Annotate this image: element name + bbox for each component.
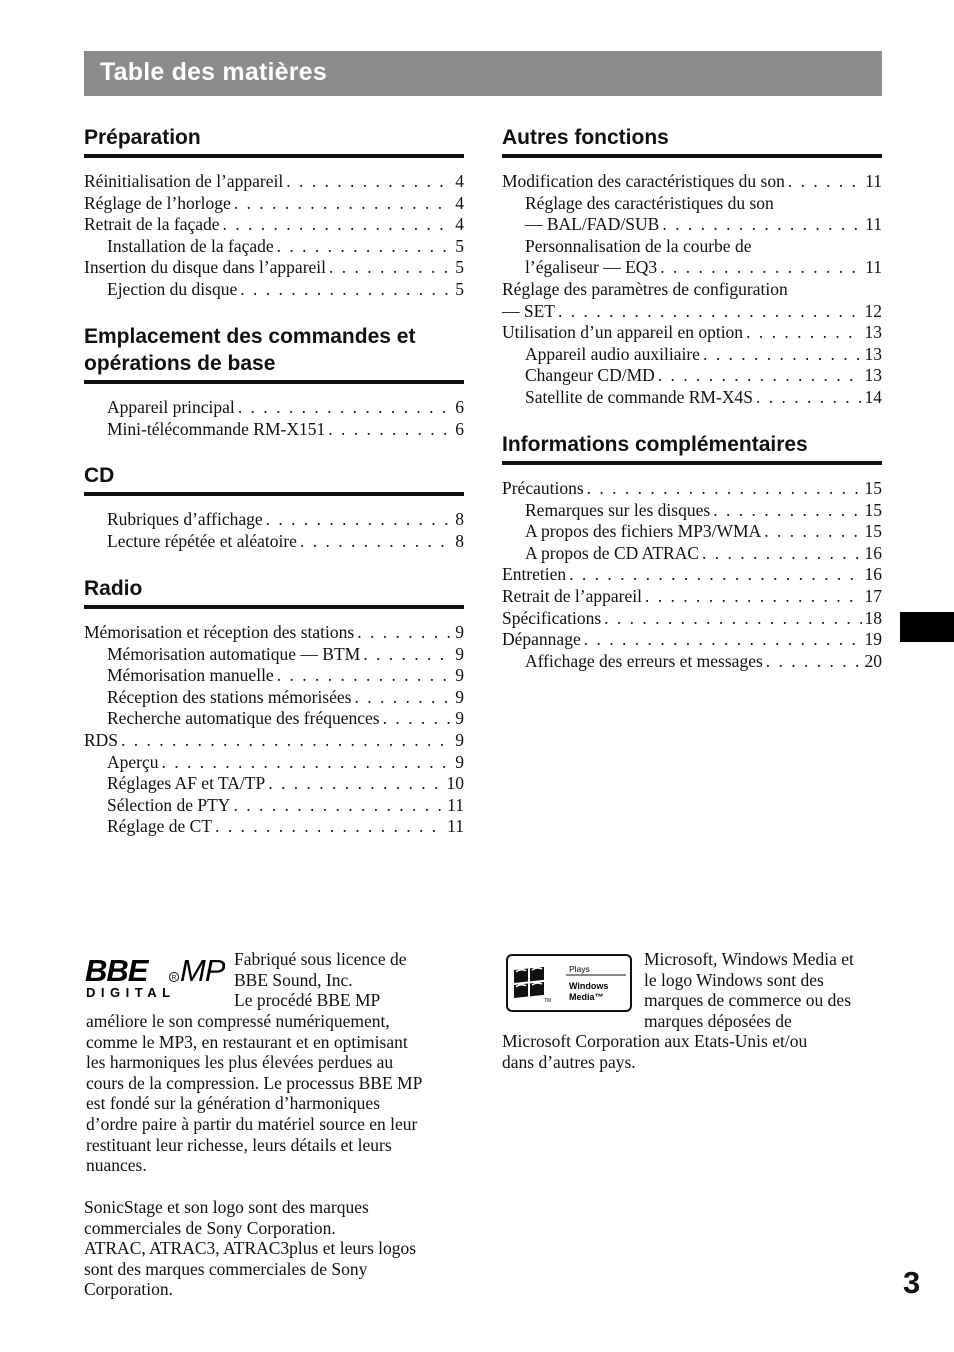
toc-entry-title: Utilisation d’un appareil en option — [502, 322, 744, 343]
toc-leader-dots — [584, 629, 862, 651]
text-line: Microsoft Corporation aux Etats-Unis et/ou — [502, 1031, 808, 1051]
toc-entry-title: Réception des stations mémorisées — [107, 686, 352, 707]
toc-entry-title: Retrait de l’appareil — [502, 585, 642, 606]
toc-entry-page: 8 — [455, 509, 464, 529]
toc-leader-dots — [238, 397, 451, 419]
toc-entry[interactable] — [502, 608, 882, 630]
toc-entry[interactable] — [502, 365, 882, 387]
text-line: dans d’autres pays. — [502, 1051, 636, 1072]
logo-plays: Plays — [569, 964, 590, 974]
toc-leader-dots — [329, 257, 451, 279]
title-bar — [84, 51, 882, 96]
toc-entry-page: 9 — [455, 729, 464, 750]
toc-entry[interactable] — [84, 236, 464, 258]
toc-leader-dots — [703, 344, 862, 366]
toc-entry-page: 15 — [864, 478, 882, 498]
toc-leader-dots — [233, 795, 444, 817]
text-line: BBE Sound, Inc. — [234, 969, 353, 990]
toc-entry-page: 14 — [864, 386, 882, 407]
toc-entry-title: Mémorisation et réception des stations — [84, 622, 355, 642]
toc-entry-title: Réglage des caractéristiques du son — [525, 192, 774, 213]
microsoft-text-top — [644, 949, 884, 1031]
toc-entry-title: Réglages AF et TA/TP — [107, 773, 266, 794]
toc-entry-title: Modification des caractéristiques du son — [502, 171, 785, 191]
toc-leader-dots — [300, 531, 451, 553]
toc-leader-dots — [569, 564, 861, 586]
text-line: Microsoft, Windows Media et — [644, 949, 854, 969]
toc-entry-page: 5 — [455, 257, 464, 278]
text-line: d’ordre paire à partir du matériel source en leur — [86, 1113, 418, 1134]
text-line: commerciales de Sony Corporation. — [84, 1217, 336, 1238]
toc-leader-dots — [328, 419, 451, 441]
toc-leader-dots — [764, 521, 861, 543]
text-line: ATRAC, ATRAC3, ATRAC3plus et leurs logos — [84, 1238, 417, 1259]
toc-entry-title: Réglage de l’horloge — [84, 192, 231, 213]
text-line: restituant leur richesse, leurs détails et leurs — [86, 1134, 392, 1155]
heading-line: Préparation — [84, 126, 201, 149]
toc-leader-dots — [363, 644, 451, 666]
plays-windows-media-logo — [506, 954, 632, 1012]
section-preparation — [84, 124, 464, 301]
section-informations — [502, 431, 882, 672]
toc-leader-dots — [702, 543, 861, 565]
toc-entry-title: Installation de la façade — [107, 235, 274, 256]
toc-entry-title: Mini-télécommande RM-X151 — [107, 418, 326, 439]
toc-entry-page: 9 — [455, 751, 464, 772]
toc-entry-title: Aperçu — [107, 751, 159, 772]
toc-leader-dots — [266, 509, 451, 531]
text-line: le logo Windows sont des — [644, 969, 824, 990]
toc-entry[interactable] — [84, 171, 464, 193]
toc-entry[interactable] — [84, 214, 464, 236]
toc-entry-page: 16 — [864, 542, 882, 563]
bbe-text-body — [86, 1011, 466, 1176]
toc-leader-dots — [121, 730, 451, 752]
text-line: marques de commerce ou des — [644, 990, 852, 1011]
toc-entry[interactable] — [502, 193, 882, 215]
toc-entry[interactable] — [502, 629, 882, 651]
heading-line: Radio — [84, 577, 143, 600]
toc-leader-dots — [587, 478, 862, 500]
toc-entry-title: RDS — [84, 729, 119, 750]
toc-entry[interactable] — [84, 665, 464, 687]
toc-entry-title: l’égaliseur — EQ3 — [525, 257, 658, 278]
toc-entry-page: 19 — [864, 629, 882, 650]
text-line: les harmoniques les plus élevées perdues au — [86, 1052, 394, 1073]
toc-entry-title: Personnalisation de la courbe de — [525, 235, 752, 256]
toc-entry[interactable] — [502, 651, 882, 673]
toc-entry[interactable] — [502, 521, 882, 543]
text-line: nuances. — [86, 1155, 147, 1176]
microsoft-text-body — [502, 1031, 882, 1072]
section-autres-fonctions — [502, 124, 882, 409]
toc-entry-page: 13 — [864, 365, 882, 386]
toc-entry-page: 11 — [865, 171, 882, 191]
toc-entry[interactable] — [84, 752, 464, 774]
toc-leader-dots — [215, 816, 444, 838]
toc-entry-page: 9 — [455, 643, 464, 664]
toc-entry[interactable] — [502, 387, 882, 409]
toc-entry-title: Insertion du disque dans l’appareil — [84, 257, 327, 278]
text-line: cours de la compression. Le processus BBE MP — [86, 1072, 423, 1093]
heading-line: opérations de base — [84, 352, 276, 375]
toc-entry[interactable] — [84, 687, 464, 709]
toc-entry[interactable] — [502, 214, 882, 236]
toc-entry-page: 12 — [864, 300, 882, 321]
text-line: Corporation. — [84, 1279, 173, 1300]
toc-entry-page: 20 — [864, 650, 882, 671]
toc-entry[interactable] — [502, 543, 882, 565]
toc-entry-page: 9 — [455, 622, 464, 642]
section-tab-marker — [900, 612, 954, 642]
toc-entry-page: 11 — [865, 214, 882, 235]
svg-text:TM: TM — [544, 998, 552, 1004]
toc-leader-dots — [357, 622, 451, 644]
bbe-text-top — [234, 949, 464, 1011]
toc-entry[interactable] — [84, 730, 464, 752]
toc-entry-title: Satellite de commande RM-X4S — [525, 386, 753, 407]
toc-entry[interactable] — [84, 644, 464, 666]
toc-entry-title: Dépannage — [502, 629, 581, 650]
toc-entry-page: 13 — [864, 343, 882, 364]
toc-entry-title: Appareil audio auxiliaire — [525, 343, 700, 364]
logo-media: Media™ — [569, 992, 604, 1002]
toc-entry-title: Appareil principal — [107, 397, 235, 417]
text-line: marques déposées de — [644, 1010, 792, 1031]
text-line: comme le MP3, en restaurant et en optimisant — [86, 1031, 408, 1052]
toc-entry-page: 8 — [455, 530, 464, 551]
section-heading — [502, 431, 882, 465]
entries — [84, 171, 464, 301]
section-heading — [84, 323, 464, 384]
toc-leader-dots — [277, 665, 451, 687]
toc-leader-dots — [234, 193, 451, 215]
toc-entry[interactable] — [84, 773, 464, 795]
toc-entry[interactable] — [84, 708, 464, 730]
toc-leader-dots — [383, 708, 451, 730]
page-number: 3 — [903, 1265, 921, 1300]
section-heading — [84, 462, 464, 496]
entries — [84, 622, 464, 838]
page-title: Table des matières — [100, 58, 327, 86]
entries — [84, 397, 464, 440]
toc-entry[interactable] — [502, 171, 882, 193]
toc-entry-title: Réinitialisation de l’appareil — [84, 171, 284, 191]
bbe-logo-word: BBE — [85, 953, 148, 988]
toc-leader-dots — [746, 322, 861, 344]
toc-entry-title: Remarques sur les disques — [525, 499, 711, 520]
toc-leader-dots — [788, 171, 862, 193]
toc-entry-title: Mémorisation automatique — BTM — [107, 643, 361, 664]
toc-entry[interactable] — [84, 419, 464, 441]
toc-entry-title: Lecture répétée et aléatoire — [107, 530, 297, 551]
text-line: améliore le son compressé numériquement, — [86, 1011, 390, 1031]
text-line: est fondé sur la génération d’harmoniques — [86, 1093, 381, 1114]
toc-entry-page: 11 — [865, 257, 882, 278]
toc-entry-page: 4 — [455, 214, 464, 235]
toc-entry-title: Changeur CD/MD — [525, 365, 655, 386]
bbe-logo-mp: MP — [180, 953, 225, 988]
toc-leader-dots — [223, 214, 451, 236]
toc-entry[interactable] — [84, 531, 464, 553]
toc-entry-title: Entretien — [502, 564, 567, 585]
toc-entry[interactable] — [84, 193, 464, 215]
toc-leader-dots — [558, 301, 862, 323]
toc-entry[interactable] — [84, 509, 464, 531]
logo-windows: Windows — [569, 981, 609, 991]
toc-leader-dots — [286, 171, 451, 193]
toc-entry-title: Mémorisation manuelle — [107, 665, 274, 686]
toc-entry[interactable] — [84, 816, 464, 838]
section-heading — [502, 124, 882, 158]
toc-leader-dots — [756, 387, 862, 409]
toc-entry[interactable] — [84, 257, 464, 279]
entries — [502, 171, 882, 409]
heading-line: CD — [84, 464, 115, 487]
toc-entry[interactable] — [502, 279, 882, 301]
toc-entry[interactable] — [84, 397, 464, 419]
toc-entry-page: 9 — [455, 665, 464, 686]
heading-line: Informations complémentaires — [502, 433, 808, 456]
entries — [502, 478, 882, 672]
text-line: sont des marques commerciales de Sony — [84, 1258, 368, 1279]
toc-entry-page: 11 — [447, 816, 464, 837]
bbe-logo-digital: DIGITAL — [86, 985, 176, 999]
toc-leader-dots — [268, 773, 443, 795]
toc-leader-dots — [354, 687, 451, 709]
toc-entry[interactable] — [502, 586, 882, 608]
toc-entry[interactable] — [502, 257, 882, 279]
toc-entry-title: Sélection de PTY — [107, 794, 231, 815]
toc-entry[interactable] — [502, 478, 882, 500]
text-line: Le procédé BBE MP — [234, 990, 381, 1011]
section-commandes — [84, 323, 464, 440]
toc-entry-page: 18 — [864, 607, 882, 628]
toc-entry-page: 6 — [455, 397, 464, 417]
text-line: SonicStage et son logo sont des marques — [84, 1197, 369, 1217]
heading-line: Emplacement des commandes et — [84, 325, 416, 348]
toc-leader-dots — [660, 257, 862, 279]
toc-entry-page: 4 — [455, 171, 464, 191]
entries — [84, 509, 464, 552]
toc-entry-page: 16 — [864, 564, 882, 585]
toc-leader-dots — [662, 214, 862, 236]
heading-line: Autres fonctions — [502, 126, 669, 149]
toc-entry[interactable] — [502, 500, 882, 522]
toc-entry-title: Rubriques d’affichage — [107, 509, 263, 529]
toc-entry-title: A propos des fichiers MP3/WMA — [525, 521, 762, 542]
windows-flag-icon — [508, 956, 630, 1010]
toc-entry-page: 5 — [455, 278, 464, 299]
toc-leader-dots — [645, 586, 862, 608]
section-radio — [84, 575, 464, 838]
toc-entry-title: A propos de CD ATRAC — [525, 542, 700, 563]
toc-entry-page: 11 — [447, 794, 464, 815]
toc-leader-dots — [277, 236, 451, 258]
toc-entry-title: Affichage des erreurs et messages — [525, 650, 763, 671]
toc-entry-page: 15 — [864, 499, 882, 520]
toc-leader-dots — [240, 279, 451, 301]
toc-leader-dots — [162, 752, 451, 774]
toc-entry-page: 15 — [864, 521, 882, 542]
toc-entry-page: 4 — [455, 192, 464, 213]
toc-entry[interactable] — [502, 322, 882, 344]
toc-leader-dots — [658, 365, 862, 387]
toc-entry-title: Ejection du disque — [107, 278, 238, 299]
toc-entry[interactable] — [502, 564, 882, 586]
toc-entry-page: 17 — [864, 585, 882, 606]
bbe-mp-digital-logo — [85, 953, 225, 999]
svg-text:R: R — [171, 974, 177, 982]
toc-entry-title: — SET — [502, 300, 555, 321]
toc-leader-dots — [604, 608, 861, 630]
toc-entry[interactable] — [84, 795, 464, 817]
toc-entry-page: 10 — [446, 773, 464, 794]
toc-entry-title: Précautions — [502, 478, 584, 498]
toc-entry-page: 5 — [455, 235, 464, 256]
toc-entry[interactable] — [84, 279, 464, 301]
toc-entry-page: 6 — [455, 418, 464, 439]
toc-entry-page: 9 — [455, 708, 464, 729]
toc-entry-title: Réglage des paramètres de configuration — [502, 278, 788, 299]
section-heading — [84, 575, 464, 609]
section-heading — [84, 124, 464, 158]
toc-leader-dots — [766, 651, 862, 673]
toc-entry-title: Retrait de la façade — [84, 214, 220, 235]
toc-entry-title: Recherche automatique des fréquences — [107, 708, 380, 729]
toc-entry-page: 9 — [455, 686, 464, 707]
sonicstage-notice — [84, 1197, 464, 1300]
toc-entry[interactable] — [84, 622, 464, 644]
toc-entry-title: — BAL/FAD/SUB — [525, 214, 660, 235]
toc-entry[interactable] — [502, 236, 882, 258]
toc-leader-dots — [713, 500, 861, 522]
toc-entry-title: Réglage de CT — [107, 816, 212, 837]
text-line: Fabriqué sous licence de — [234, 949, 407, 969]
toc-entry-title: Spécifications — [502, 607, 602, 628]
toc-entry-page: 13 — [864, 322, 882, 343]
toc-entry[interactable] — [502, 344, 882, 366]
section-cd — [84, 462, 464, 552]
toc-entry[interactable] — [502, 301, 882, 323]
